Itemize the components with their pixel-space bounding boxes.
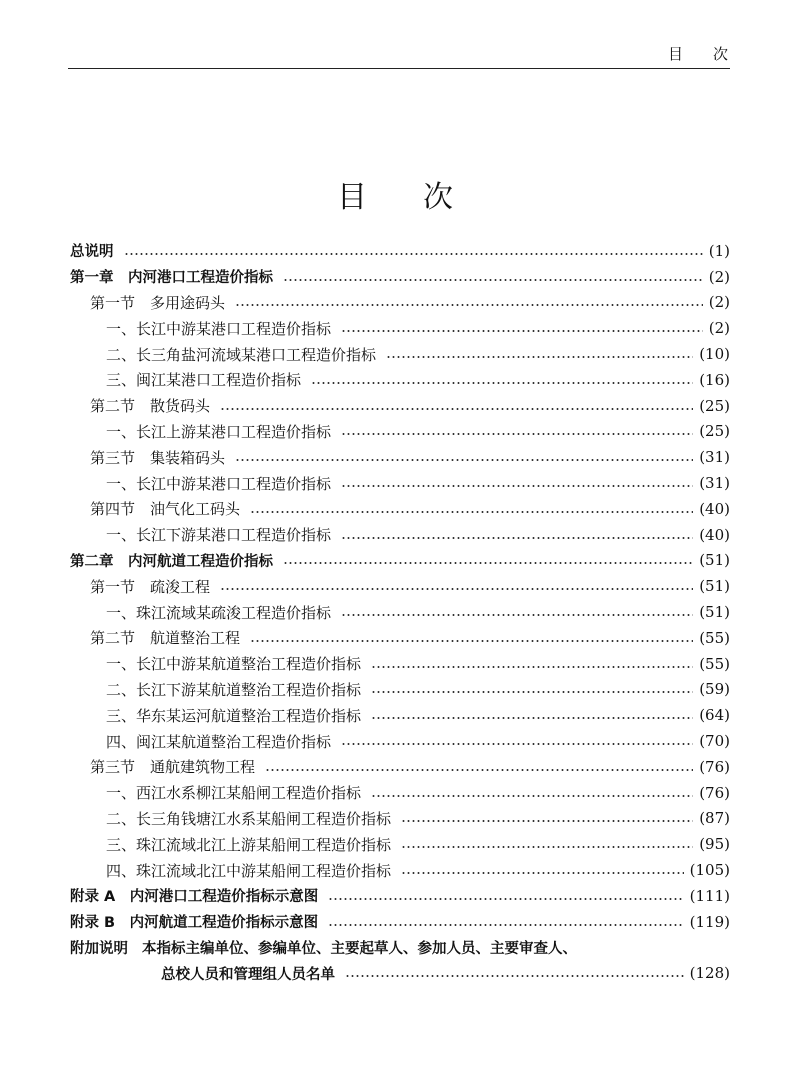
toc-entry-page: (40) xyxy=(699,499,730,518)
toc-entry[interactable] xyxy=(70,470,730,496)
toc-entry[interactable] xyxy=(70,573,730,599)
toc-entry-page: (64) xyxy=(699,706,730,725)
toc-entry-title: 三、闽江某港口工程造价指标 xyxy=(106,371,302,390)
toc-entry-title: 本指标主编单位、参编单位、主要起草人、参加人员、主要审查人、 xyxy=(142,940,577,957)
toc-entry[interactable] xyxy=(70,444,730,470)
toc-entry-page: (2) xyxy=(708,267,730,286)
toc-entry-title: 一、长江上游某港口工程造价指标 xyxy=(106,422,332,441)
toc-entry[interactable] xyxy=(70,548,730,574)
running-header xyxy=(68,40,730,69)
toc-entry-page: (10) xyxy=(699,345,730,364)
toc-entry-title: 一、长江中游某港口工程造价指标 xyxy=(106,319,332,338)
toc-entry[interactable] xyxy=(70,315,730,341)
toc-entry[interactable] xyxy=(70,522,730,548)
toc-entry[interactable] xyxy=(70,909,730,935)
toc-entry-page: (25) xyxy=(699,422,730,441)
dot-leader xyxy=(341,433,693,435)
dot-leader xyxy=(401,846,693,848)
dot-leader xyxy=(341,537,693,539)
toc-entry-title: 第三节 通航建筑物工程 xyxy=(90,758,256,777)
dot-leader xyxy=(401,872,684,874)
toc-entry-title: 附录 A 内河港口工程造价指标示意图 xyxy=(70,889,319,906)
dot-leader xyxy=(250,511,693,513)
toc-entry-title: 总说明 xyxy=(70,244,114,261)
dot-leader xyxy=(371,795,693,797)
toc-entry-title: 四、珠江流域北江中游某船闸工程造价指标 xyxy=(106,861,392,880)
dot-leader xyxy=(235,459,693,461)
dot-leader xyxy=(371,666,693,668)
toc-entry[interactable] xyxy=(70,780,730,806)
toc-entry[interactable] xyxy=(70,883,730,909)
toc-entry-title: 二、长三角盐河流域某港口工程造价指标 xyxy=(106,345,377,364)
toc-entry-title: 一、长江中游某航道整治工程造价指标 xyxy=(106,655,362,674)
toc-entry[interactable] xyxy=(70,651,730,677)
page-title-char-2: 次 xyxy=(423,180,453,215)
toc-entry-page: (51) xyxy=(699,551,730,570)
toc-entry-page: (25) xyxy=(699,396,730,415)
toc-entry[interactable] xyxy=(70,677,730,703)
toc-entry-page: (31) xyxy=(699,448,730,467)
toc-entry-page: (51) xyxy=(699,603,730,622)
toc-entry-title: 第一节 疏浚工程 xyxy=(90,577,211,596)
toc-entry-title: 第三节 集装箱码头 xyxy=(90,448,226,467)
toc-entry-title: 第一节 多用途码头 xyxy=(90,293,226,312)
dot-leader xyxy=(220,588,693,590)
toc-entry[interactable] xyxy=(70,857,730,883)
toc-entry-page: (70) xyxy=(699,732,730,751)
toc-entry-page: (76) xyxy=(699,757,730,776)
toc-entry-title: 一、长江下游某港口工程造价指标 xyxy=(106,526,332,545)
toc-entry[interactable] xyxy=(70,264,730,290)
toc-entry-page: (31) xyxy=(699,474,730,493)
toc-entry-page: (55) xyxy=(699,654,730,673)
toc-entry[interactable] xyxy=(70,702,730,728)
toc-entry-title: 二、长江下游某航道整治工程造价指标 xyxy=(106,680,362,699)
toc-entry-page: (95) xyxy=(699,835,730,854)
toc-entry-title: 附录 B 内河航道工程造价指标示意图 xyxy=(70,915,319,932)
toc-entry-title: 三、华东某运河航道整治工程造价指标 xyxy=(106,706,362,725)
dot-leader xyxy=(341,743,693,745)
dot-leader xyxy=(328,898,683,900)
toc-entry[interactable] xyxy=(70,728,730,754)
toc-entry-page: (55) xyxy=(699,628,730,647)
toc-entry[interactable] xyxy=(70,341,730,367)
toc-entry-page: (119) xyxy=(689,912,730,931)
dot-leader xyxy=(265,769,693,771)
toc-entry[interactable] xyxy=(70,496,730,522)
dot-leader xyxy=(328,924,684,926)
toc-entry-page: (111) xyxy=(689,886,730,905)
dot-leader xyxy=(341,330,703,332)
dot-leader xyxy=(386,356,693,358)
toc-entry-appendix-note[interactable] xyxy=(70,935,730,961)
page-title xyxy=(0,178,790,218)
dot-leader xyxy=(311,382,693,384)
dot-leader xyxy=(250,640,693,642)
toc-entry[interactable] xyxy=(70,419,730,445)
toc-entry-page: (128) xyxy=(689,964,730,983)
dot-leader xyxy=(371,717,693,719)
dot-leader xyxy=(235,304,703,306)
toc-entry-title: 第二节 航道整治工程 xyxy=(90,629,241,648)
toc-entry-title: 一、珠江流域某疏浚工程造价指标 xyxy=(106,603,332,622)
toc-entry-page: (1) xyxy=(708,241,730,260)
dot-leader xyxy=(283,279,703,281)
toc-entry[interactable] xyxy=(70,806,730,832)
toc-entry-title: 四、闽江某航道整治工程造价指标 xyxy=(106,732,332,751)
toc-entry-appendix-note-cont[interactable] xyxy=(70,960,730,986)
toc-entry-title: 一、西江水系柳江某船闸工程造价指标 xyxy=(106,784,362,803)
dot-leader xyxy=(124,253,703,255)
toc-entry-page: (40) xyxy=(699,525,730,544)
page-title-char-1: 目 xyxy=(337,180,367,215)
toc-entry[interactable] xyxy=(70,393,730,419)
toc-entry-page: (16) xyxy=(699,370,730,389)
running-header-title: 目 次 xyxy=(667,45,728,63)
toc-entry-title: 一、长江中游某港口工程造价指标 xyxy=(106,474,332,493)
table-of-contents xyxy=(70,238,730,986)
toc-entry-label: 附加说明 xyxy=(70,940,128,957)
dot-leader xyxy=(341,614,693,616)
toc-entry-title: 二、长三角钱塘江水系某船闸工程造价指标 xyxy=(106,809,392,828)
toc-entry[interactable] xyxy=(70,238,730,264)
toc-entry-page: (59) xyxy=(699,680,730,699)
dot-leader xyxy=(345,975,684,977)
toc-entry-title: 第二节 散货码头 xyxy=(90,397,211,416)
dot-leader xyxy=(401,820,693,822)
dot-leader xyxy=(341,485,693,487)
toc-entry[interactable] xyxy=(70,290,730,316)
toc-entry-title: 第一章 内河港口工程造价指标 xyxy=(70,270,273,287)
toc-entry-page: (87) xyxy=(699,809,730,828)
dot-leader xyxy=(220,408,693,410)
toc-entry-title: 总校人员和管理组人员名单 xyxy=(161,966,335,983)
toc-entry-page: (2) xyxy=(708,319,730,338)
toc-entry-page: (76) xyxy=(699,783,730,802)
toc-entry-title: 第二章 内河航道工程造价指标 xyxy=(70,553,273,570)
toc-entry-page: (51) xyxy=(699,577,730,596)
toc-entry[interactable] xyxy=(70,599,730,625)
toc-entry[interactable] xyxy=(70,367,730,393)
toc-entry-page: (2) xyxy=(708,293,730,312)
toc-entry-title: 三、珠江流域北江上游某船闸工程造价指标 xyxy=(106,835,392,854)
toc-entry[interactable] xyxy=(70,754,730,780)
toc-entry[interactable] xyxy=(70,625,730,651)
dot-leader xyxy=(371,691,693,693)
toc-entry-title: 第四节 油气化工码头 xyxy=(90,500,241,519)
dot-leader xyxy=(283,562,693,564)
toc-entry[interactable] xyxy=(70,831,730,857)
toc-entry-page: (105) xyxy=(689,861,730,880)
